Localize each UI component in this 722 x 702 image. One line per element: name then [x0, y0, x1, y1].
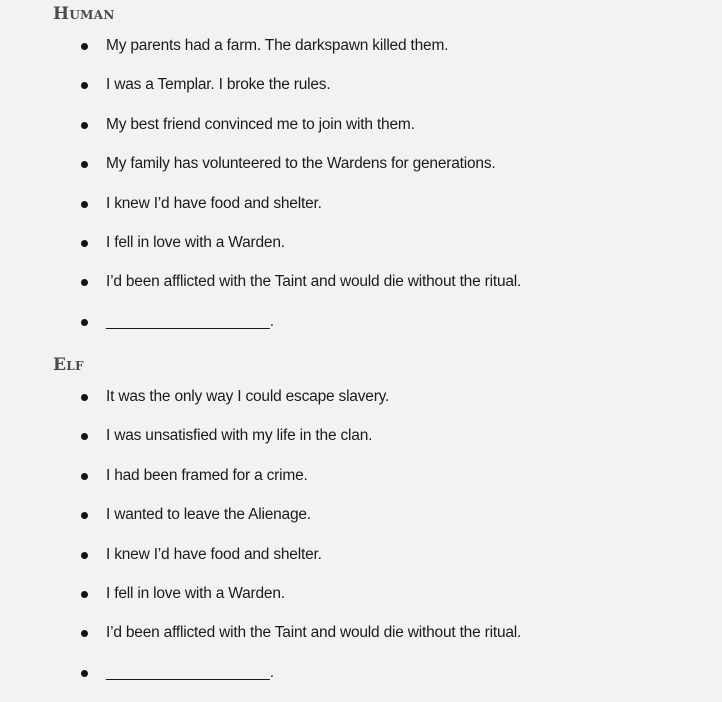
- list-item-text: I wanted to leave the Alienage.: [106, 506, 311, 524]
- list-item: [0, 272, 722, 311]
- list-item: [0, 466, 722, 505]
- list-item: [0, 545, 722, 584]
- bullet-icon: [81, 512, 88, 519]
- bullet-icon: [81, 670, 88, 677]
- bullet-icon: [81, 161, 88, 168]
- bullet-icon: [81, 201, 88, 208]
- list-item: [0, 387, 722, 426]
- reason-list-human: [0, 36, 722, 351]
- bullet-icon: [81, 122, 88, 129]
- list-item-text: I had been framed for a crime.: [106, 466, 308, 484]
- list-item-text: My family has volunteered to the Wardens for generations.: [106, 155, 496, 173]
- bullet-icon: [81, 473, 88, 480]
- list-item: [0, 233, 722, 272]
- list-item-text: I’d been afflicted with the Taint and would die without the ritual.: [106, 273, 522, 291]
- bullet-icon: [81, 43, 88, 50]
- bullet-icon: [81, 630, 88, 637]
- list-item-text: I knew I’d have food and shelter.: [106, 545, 322, 563]
- list-item: [0, 623, 722, 662]
- list-item-text: I was a Templar. I broke the rules.: [106, 76, 331, 94]
- list-item-blank: [0, 663, 722, 702]
- bullet-icon: [81, 433, 88, 440]
- bullet-icon: [81, 240, 88, 247]
- bullet-icon: [81, 394, 88, 401]
- list-item-blank: [0, 312, 722, 351]
- list-item-text: My parents had a farm. The darkspawn killed them.: [106, 37, 449, 54]
- list-item: [0, 36, 722, 75]
- blank-line: ___________________.: [106, 663, 275, 681]
- section-heading-elf: Elf: [53, 355, 84, 375]
- list-item-text: It was the only way I could escape slavery.: [106, 388, 390, 405]
- list-item-text: My best friend convinced me to join with them.: [106, 115, 415, 133]
- bullet-icon: [81, 591, 88, 598]
- list-item-text: I fell in love with a Warden.: [106, 584, 285, 602]
- list-item: [0, 194, 722, 233]
- list-item-text: I knew I’d have food and shelter.: [106, 194, 322, 212]
- list-item: [0, 426, 722, 465]
- bullet-icon: [81, 319, 88, 326]
- reason-list-elf: [0, 387, 722, 702]
- list-item-text: I fell in love with a Warden.: [106, 233, 285, 251]
- list-item: [0, 115, 722, 154]
- bullet-icon: [81, 279, 88, 286]
- list-item-text: I was unsatisfied with my life in the clan.: [106, 427, 373, 445]
- list-item-text: I’d been afflicted with the Taint and would die without the ritual.: [106, 624, 522, 642]
- list-item: [0, 154, 722, 193]
- bullet-icon: [81, 552, 88, 559]
- list-item: [0, 75, 722, 114]
- list-item: [0, 505, 722, 544]
- blank-line: ___________________.: [106, 312, 275, 330]
- list-item: [0, 584, 722, 623]
- section-heading-human: Human: [53, 4, 115, 24]
- bullet-icon: [81, 82, 88, 89]
